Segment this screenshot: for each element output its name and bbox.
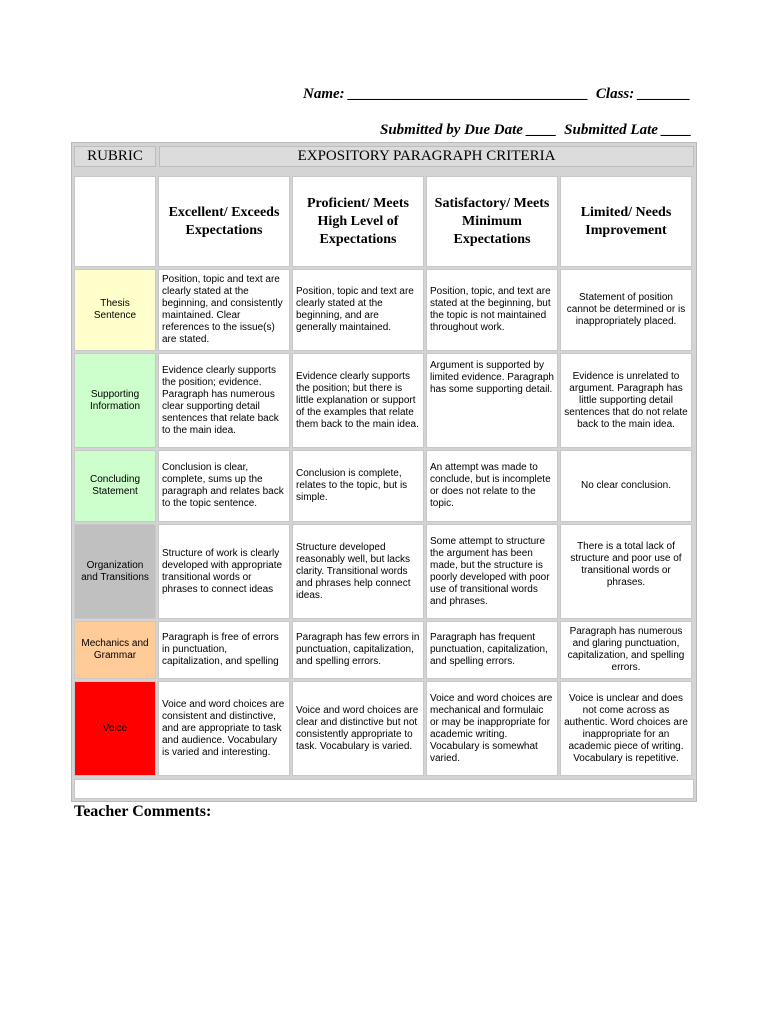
column-header-proficient: Proficient/ Meets High Level of Expectations [292,176,424,267]
row-label-voice: Voice [74,681,156,776]
row-label-supporting-information: Supporting Information [74,353,156,448]
cell-thesis-proficient: Position, topic and text are clearly stated at the beginning, and are generally maintained. [292,269,424,351]
rubric-label: RUBRIC [74,146,156,167]
teacher-comments-heading: Teacher Comments: [74,803,212,820]
cell-concluding-proficient: Conclusion is complete, relates to the topic, but is simple. [292,450,424,522]
cell-concluding-limited: No clear conclusion. [560,450,692,522]
table-footer-row [74,779,694,799]
cell-thesis-excellent: Position, topic and text are clearly stated at the beginning, and consistently maintained. Clear references to the issue(s) are stated. [158,269,290,351]
cell-organization-proficient: Structure developed reasonably well, but lacks clarity. Transitional words and phrases help connect ideas. [292,524,424,619]
cell-thesis-satisfactory: Position, topic, and text are stated at the beginning, but the topic is not maintained throughout work. [426,269,558,351]
row-label-thesis-sentence: Thesis Sentence [74,269,156,351]
criteria-title: EXPOSITORY PARAGRAPH CRITERIA [159,146,694,167]
cell-voice-limited: Voice is unclear and does not come across as authentic. Word choices are inappropriate for an academic piece of writing. Vocabulary is repetitive. [560,681,692,776]
cell-mechanics-limited: Paragraph has numerous and glaring punctuation, capitalization, and spelling errors. [560,621,692,679]
cell-supporting-satisfactory: Argument is supported by limited evidence. Paragraph has some supporting detail. [426,353,558,448]
name-class-line: Name: ________________________________ Class: _______ [303,86,691,102]
row-label-organization-transitions: Organization and Transitions [74,524,156,619]
cell-supporting-limited: Evidence is unrelated to argument. Paragraph has little supporting detail sentences that do not relate back to the main idea. [560,353,692,448]
column-header-satisfactory: Satisfactory/ Meets Minimum Expectations [426,176,558,267]
cell-supporting-excellent: Evidence clearly supports the position; evidence. Paragraph has numerous clear supporting detail sentences that relate back to the main idea. [158,353,290,448]
cell-organization-excellent: Structure of work is clearly developed with appropriate transitional words or phrases to connect ideas [158,524,290,619]
cell-mechanics-satisfactory: Paragraph has frequent punctuation, capitalization, and spelling errors. [426,621,558,679]
cell-voice-excellent: Voice and word choices are consistent and distinctive, and are appropriate to task and audience. Vocabulary is varied and interesting. [158,681,290,776]
cell-concluding-satisfactory: An attempt was made to conclude, but is incomplete or does not relate to the topic. [426,450,558,522]
row-label-mechanics-grammar: Mechanics and Grammar [74,621,156,679]
cell-organization-satisfactory: Some attempt to structure the argument has been made, but the structure is poorly developed with poor use of transitional words and phrases. [426,524,558,619]
cell-thesis-limited: Statement of position cannot be determined or is inappropriately placed. [560,269,692,351]
corner-cell [74,176,156,267]
column-header-limited: Limited/ Needs Improvement [560,176,692,267]
cell-voice-satisfactory: Voice and word choices are mechanical and formulaic or may be inappropriate for academic writing. Vocabulary is somewhat varied. [426,681,558,776]
rubric-title-bar [74,146,694,169]
cell-concluding-excellent: Conclusion is clear, complete, sums up the paragraph and relates back to the topic sentence. [158,450,290,522]
cell-voice-proficient: Voice and word choices are clear and distinctive but not consistently appropriate to task. Vocabulary is varied. [292,681,424,776]
row-label-concluding-statement: Concluding Statement [74,450,156,522]
cell-supporting-proficient: Evidence clearly supports the position; but there is little explanation or support of the examples that relate them back to the main idea. [292,353,424,448]
column-header-excellent: Excellent/ Exceeds Expectations [158,176,290,267]
submission-status-line: Submitted by Due Date ____ Submitted Late ____ [380,122,692,138]
cell-organization-limited: There is a total lack of structure and poor use of transitional words or phrases. [560,524,692,619]
cell-mechanics-excellent: Paragraph is free of errors in punctuation, capitalization, and spelling [158,621,290,679]
cell-mechanics-proficient: Paragraph has few errors in punctuation, capitalization, and spelling errors. [292,621,424,679]
